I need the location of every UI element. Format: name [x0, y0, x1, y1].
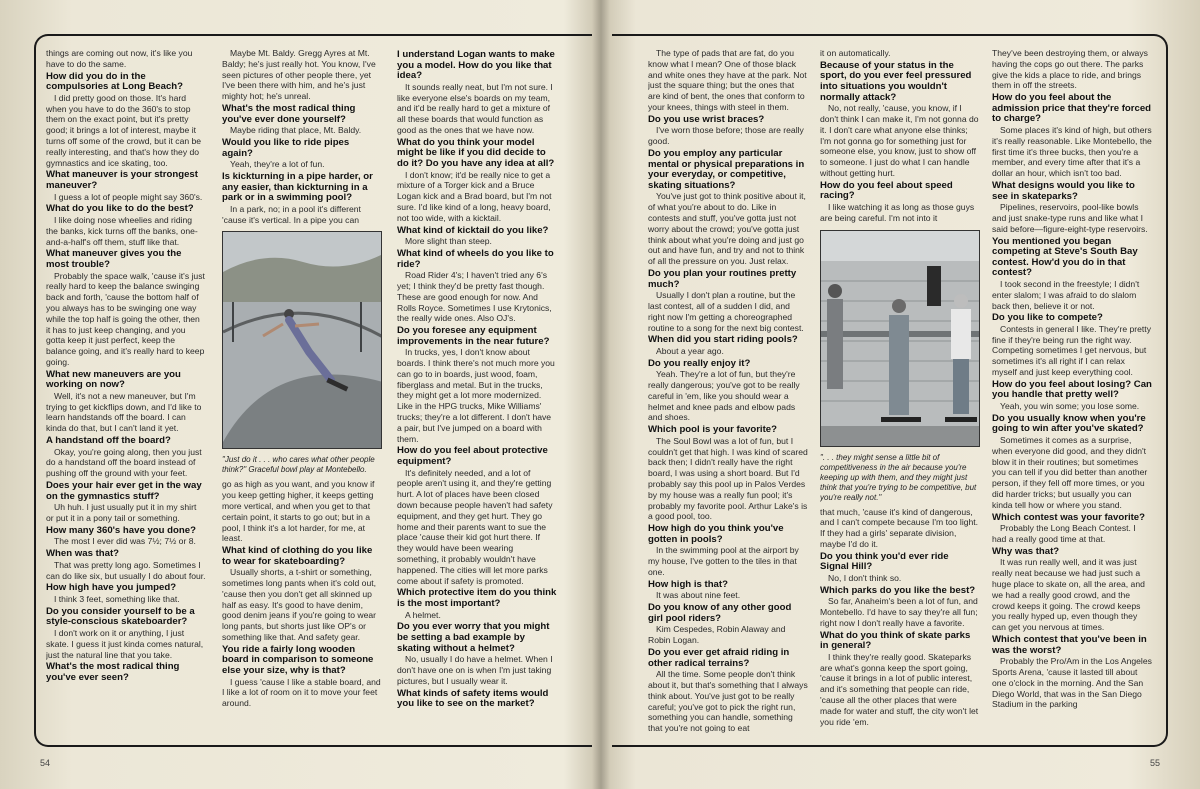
interview-answer: I think they're really good. Skateparks are what's gonna keep the sport going, 'cause it brings in a lot of public interest, and it's something that people can ride, 'cause all the other places that were made for water and stuff, the city won't let you ride 'em.: [820, 651, 979, 727]
skater-photo: [222, 231, 382, 449]
interview-answer: Maybe riding that place, Mt. Baldy.: [230, 125, 362, 136]
interview-question: What new maneuvers are you working on now?: [46, 368, 181, 391]
interview-answer: Well, it's not a new maneuver, but I'm trying to get kickflips down, and I'd like to learn handstands off the board. I can kinda do that, but I can't land it yet.: [46, 390, 202, 434]
interview-answer: Sometimes it comes as a surprise, when everyone did good, and they didn't blow it in their routines; but sometimes you can tell if you did better than another person, if they fell off more times, or you did harder tricks; but usually you can kinda tell how or where you stand.: [992, 435, 1148, 510]
interview-answer: Okay, you're going along, then you just do a handstand off the board instead of pushing off the ground with your feet.: [46, 446, 202, 479]
interview-question: Do you usually know when you're going to win after you've skated?: [992, 412, 1146, 435]
interview-question: Which protective item do you think is the most important?: [397, 587, 557, 609]
interview-answer: It sounds really neat, but I'm not sure. I like everyone else's boards on my team, and it'd be really hard to get a mixture of all these boards that would function as good as the ones that we have now.: [397, 81, 553, 135]
group-photo-caption: ". . . they might sense a little bit of competitiveness in the air because you're keeping up with them, and they might just think that you're trying to be competitive, but you're really not.": [820, 452, 977, 502]
interview-answer: Some places it's kind of high, but others it's really reasonable. Like Montebello, the first time it's three bucks, then you're a member, and every time after that it's a dollar an hour, which isn't too bad.: [992, 124, 1152, 179]
interview-answer: No, not really, 'cause, you know, if I don't think I can make it, I'm not gonna do it. I don't care what anyone else thinks; I'm not gonna go for something just for someone else, you know, just to show off to someone. I just do what I can handle without getting hurt.: [820, 103, 979, 178]
interview-question: How high do you think you've gotten in pools?: [648, 523, 784, 545]
interview-question: Do you know of any other good girl pool riders?: [648, 602, 792, 624]
interview-question: Which contest was your favorite?: [992, 511, 1145, 523]
interview-question: Do you plan your routines pretty much?: [648, 267, 797, 290]
group-photo-art: [821, 231, 980, 446]
interview-answer: No, usually I do have a helmet. When I don't have one on is when I'm just taking pictures, but I usually wear it.: [397, 654, 553, 686]
interview-question: Do you employ any particular mental or physical preparations in your everyday, or competitive, skating situations?: [648, 147, 805, 191]
interview-answer: The type of pads that are fat, do you know what I mean? One of those black and white ones they have at the park. Not just the square thing; but the ones that are kind of bent, the ones that conform to your knees, things with steel in them.: [648, 48, 807, 112]
interview-question: What's the most radical thing you've ever done yourself?: [222, 102, 356, 125]
interview-question: Do you ever get afraid riding in other radical terrains?: [648, 646, 790, 669]
column-3: [397, 48, 557, 744]
interview-question: How did you do in the compulsories at Long Beach?: [46, 70, 184, 93]
interview-answer: I guess 'cause I like a stable board, and I like a lot of room on it to move your feet around.: [222, 676, 381, 709]
interview-answer: I think 3 feet, something like that.: [54, 594, 180, 604]
interview-answer: No, I don't think so.: [828, 572, 902, 583]
interview-answer: I don't know; it'd be really nice to get a mixture of a Torger kick and a Bruce Logan kick and a Brad board, but I'm not sure. I'd like kind of a long, heavy board, not too wide, with a kicktail.: [397, 169, 552, 223]
interview-answer: More slight than steep.: [405, 236, 492, 247]
interview-answer: Road Rider 4's; I haven't tried any 6's yet; I think they'd be pretty fast though. These are good enough for now. And Rolls Royce. Sometimes I use Krytonics, the really wide ones. Also OJ's.: [397, 270, 552, 324]
interview-question: You mentioned you began competing at Steve's South Bay contest. How'd you do in that contest?: [992, 235, 1138, 279]
interview-answer: it on automatically.: [820, 48, 891, 58]
interview-answer: I did pretty good on those. It's hard when you have to do the 360's to stop them on the exact point, but it's pretty good; it brings a lot of interest, maybe it turns off some of the crowd, but it can be really interesting, and that's how they do gymnastics and ice skating, too.: [46, 92, 202, 168]
interview-question: What maneuver is your strongest maneuver?: [46, 169, 198, 191]
interview-question: What do you like to do the best?: [46, 203, 194, 215]
interview-answer: Probably the space walk, 'cause it's just really hard to keep the balance swinging back and forth, 'cause the bottom half of you always has to be swinging one way while the top half is going the other, then it has to just keep changing, and you gotta keep it just perfect, keep the balance going, and it's really hard to keep going.: [46, 270, 205, 367]
interview-answer: In trucks, yes, I don't know about boards. I think there's not much more you can go to in boards, just wood, foam, fiberglass and metal. But in the trucks, they might get a lot more modernized. Like in the HPG trucks, Mike Williams' trucks; they're a lot different. I don't have a pair, but I've jumped on a board with them.: [397, 347, 555, 444]
column-6: [992, 48, 1152, 744]
interview-answer: About a year ago.: [656, 345, 724, 356]
column-4: [648, 48, 808, 744]
interview-answer: that much, 'cause it's kind of dangerous, and I can't compete because I'm too light. If they had a girls' separate division, maybe I'd do it.: [820, 506, 979, 549]
page-number-right: 55: [1150, 758, 1161, 768]
interview-answer: Contests in general I like. They're pretty fine if they're being run the right way. Competing sometimes I get nervous, but sometimes it's all right if I can relax myself and just keep everything cool.: [992, 323, 1151, 378]
interview-answer: Pipelines, reservoirs, pool-like bowls and just snake-type runs and like what I said before—figure-eight-type reservoirs.: [992, 202, 1148, 234]
group-photo: [820, 230, 980, 447]
interview-question: Do you use wrist braces?: [648, 113, 765, 125]
interview-question: What kinds of safety items would you like to see on the market?: [397, 687, 549, 710]
interview-answer: The Soul Bowl was a lot of fun, but I couldn't get that high. I was kind of scared back then; I didn't really have the right board, I was using a short board. But I'd probably say this pool up in Palos Verdes by my house was a really fun pool; it's probably my favorite pool. Arthur Lake's is a good pool, too.: [648, 435, 808, 522]
interview-answer: Yeah, you win some; you lose some.: [1000, 401, 1140, 412]
interview-question: How do you feel about speed racing?: [820, 179, 953, 202]
interview-answer: Kim Cespedes, Robin Alaway and Robin Logan.: [648, 624, 786, 646]
interview-question: What do you think your model might be like if you did decide to do it? Do you have any idea at all?: [397, 136, 555, 169]
interview-answer: A helmet.: [405, 609, 441, 620]
interview-answer: The most I ever did was 7½; 7½ or 8.: [54, 536, 196, 547]
interview-answer: I don't work on it or anything, I just skate. I guess it just kinda comes natural, just the natural line that you take.: [46, 627, 204, 660]
interview-answer: Probably the Pro/Am in the Los Angeles Sports Arena, 'cause it lasted till about one o'clock in the morning. And the San Diego World, that was in the San Diego Stadium in the parking: [992, 656, 1152, 710]
interview-answer: It's definitely needed, and a lot of people aren't using it, and they're getting hurt. A lot of places have been closed down because people haven't had safety equipment, and they get hurt. They go home and their parents want to sue the place 'cause their kid got hurt there. If they would have been wearing something, it probably wouldn't have happened. The cities will let more parks come about if safety is promoted.: [397, 467, 553, 586]
interview-question: Do you like to compete?: [992, 312, 1103, 324]
skater-photo-art: [223, 232, 382, 448]
interview-answer: It was run really well, and it was just really neat because we had just such a huge place to skate on, all the area, and we had a really good crowd, and the crowd keeps it going. The crowd keeps you really hyped up, even though they can get you nervous at times.: [992, 557, 1145, 633]
interview-answer: I've worn those before; those are really good.: [648, 125, 804, 147]
interview-answer: Yeah, they're a lot of fun.: [230, 159, 325, 170]
interview-question: Because of your status in the sport, do you ever feel pressured into situations you wouldn't normally attack?: [820, 59, 972, 103]
interview-question: What kind of kicktail do you like?: [397, 224, 549, 236]
skater-photo-caption: "Just do it . . . who cares what other people think?" Graceful bowl play at Montebello.: [222, 455, 375, 475]
interview-answer: In a park, no; in a pool it's different 'cause it's vertical. In a pipe you can: [222, 203, 361, 225]
page-number-left: 54: [40, 758, 51, 768]
column-2: [222, 48, 382, 744]
group-photo-block: [820, 230, 980, 503]
interview-answer: In the swimming pool at the airport by my house, I've gotten to the tiles in that one.: [648, 545, 799, 578]
interview-answer: That was pretty long ago. Sometimes I can do like six, but usually I do about four.: [46, 559, 206, 581]
interview-question: Which pool is your favorite?: [648, 424, 777, 436]
interview-answer: I like doing nose wheelies and riding the banks, kick turns off the banks, one-and-a-half's off them, stuff like that.: [46, 214, 198, 247]
interview-question: Do you ever worry that you might be setting a bad example by skating without a helmet?: [397, 621, 550, 654]
page-gutter: [592, 0, 610, 789]
interview-question: How do you feel about the admission price that they're forced to charge?: [992, 92, 1152, 125]
interview-question: You ride a fairly long wooden board in comparison to someone else your size, why is that?: [222, 643, 374, 677]
interview-answer: I took second in the freestyle; I didn't enter slalom; I was afraid to do slalom back then, believe it or not.: [992, 278, 1140, 311]
interview-answer: They've been destroying them, or always having the cops go out there. The parks give the kids a place to ride, and brings them in off the streets.: [992, 48, 1148, 91]
interview-question: Is kickturning in a pipe harder, or any easier, than kickturning in a park or in a swimming pool?: [222, 170, 373, 204]
interview-question: Why was that?: [992, 545, 1060, 557]
interview-question: What kind of wheels do you like to ride?: [397, 247, 554, 270]
interview-answer: Probably the Long Beach Contest. I had a really good time at that.: [992, 523, 1136, 545]
interview-answer: Uh huh. I just usually put it in my shirt or put it in a pony tail or something.: [46, 502, 197, 524]
interview-question: What maneuver gives you the most trouble?: [46, 248, 182, 270]
interview-answer: So far, Anaheim's been a lot of fun, and Montebello. I'd have to say they're all fun; right now I don't really have a favorite.: [820, 596, 978, 628]
column-5: [820, 48, 980, 744]
interview-question: How do you feel about protective equipment?: [397, 445, 548, 468]
interview-question: A handstand off the board?: [46, 435, 171, 447]
interview-question: I understand Logan wants to make you a model. How do you like that idea?: [397, 49, 555, 82]
interview-answer: I guess a lot of people might say 360's.: [54, 191, 203, 202]
interview-answer: I like watching it as long as those guys are being careful. I'm not into it: [820, 201, 975, 223]
interview-answer: All the time. Some people don't think about it, but that's something that I always think about. You've just got to be really careful; you've got to pick the right run, something you can handle, something that you're not going to eat: [648, 669, 808, 734]
interview-question: Do you consider yourself to be a style-conscious skateboarder?: [46, 605, 195, 628]
interview-question: Would you like to ride pipes again?: [222, 136, 350, 159]
interview-question: When was that?: [46, 548, 120, 560]
interview-answer: Usually shorts, a t-shirt or something, sometimes long pants when it's cold out, 'cause then you don't get all skinned up half as easy. It's good to have denim, good denim jeans if you're going to wear long pants, but shorts just like OP's or something like that. And safety gear.: [222, 567, 377, 643]
interview-question: How do you feel about losing? Can you handle that pretty well?: [992, 378, 1152, 401]
interview-question: How high is that?: [648, 578, 728, 590]
interview-answer: Maybe Mt. Baldy. Gregg Ayres at Mt. Baldy; he's just really hot. You know, I've seen pictures of other people there, yet I've been there with him, and he's just mighty hot; he's unreal.: [222, 48, 376, 102]
skater-photo-block: [222, 231, 382, 475]
interview-answer: go as high as you want, and you know if you keep getting higher, it keeps getting more vertical, and when you get to that certain point, it starts to go out; but in a pool, I think it's a lot harder, for me, at least.: [222, 479, 375, 544]
interview-question: How high have you jumped?: [46, 582, 177, 594]
interview-question: When did you start riding pools?: [648, 334, 798, 346]
interview-answer: Yeah. They're a lot of fun, but they're really dangerous; you've got to be really careful in 'em, like you should wear a helmet and knee pads and elbow pads and shoes.: [648, 369, 800, 423]
interview-question: What do you think of skate parks in general?: [820, 629, 971, 652]
interview-answer: It was about nine feet.: [656, 590, 741, 601]
interview-answer: Usually I don't plan a routine, but the last contest, all of a sudden I did, and right now I'm getting a choreographed routine to a song for the next big contest.: [648, 290, 804, 333]
interview-question: What's the most radical thing you've ever seen?: [46, 661, 180, 683]
interview-question: Does your hair ever get in the way on the gymnastics stuff?: [46, 480, 202, 502]
interview-question: What kind of clothing do you like to wear for skateboarding?: [222, 545, 373, 567]
interview-question: Which parks do you like the best?: [820, 584, 976, 596]
interview-question: Do you really enjoy it?: [648, 357, 751, 369]
interview-question: Which contest that you've been in was the worst?: [992, 633, 1147, 656]
interview-question: How many 360's have you done?: [46, 524, 196, 536]
interview-answer: You've just got to think positive about it, of what you're about to do. Like in contests and stuff, you've gotta just not worry about the crowd; you've gotta just think about what you're doing and just go out and have fun, and try and not to think of all the pressure on you. Just relax.: [648, 191, 806, 267]
interview-question: Do you think you'd ever ride Signal Hill?: [820, 550, 949, 573]
interview-question: Do you foresee any equipment improvements in the near future?: [397, 325, 550, 347]
column-1: [46, 48, 206, 744]
interview-answer: things are coming out now, it's like you have to do the same.: [46, 48, 193, 69]
interview-question: What designs would you like to see in skateparks?: [992, 179, 1135, 202]
